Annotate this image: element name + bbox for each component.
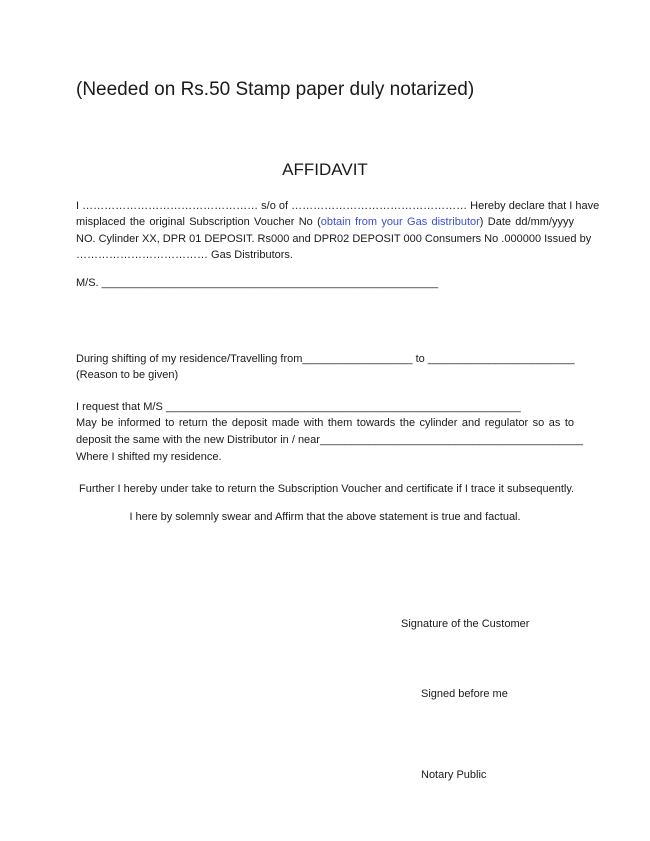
declaration-line-2-start: misplaced the original Subscription Voucher No ( (76, 216, 321, 228)
request-line-1: I request that M/S __________________________________________________________ (76, 401, 521, 413)
undertaking-line: Further I hereby under take to return the Subscription Voucher and certificate if I trace it subsequently. (79, 483, 575, 495)
request-line-4: Where I shifted my residence. (76, 451, 222, 463)
ms-line: M/S. _______________________________________________________ (76, 277, 439, 289)
shifting-line: During shifting of my residence/Travelling from__________________ to ________________________ (76, 353, 575, 365)
swear-line: I here by solemnly swear and Affirm that the above statement is true and factual. (129, 511, 521, 523)
declaration-line-2 (76, 214, 574, 230)
signed-before-label: Signed before me (421, 688, 508, 700)
gas-distributor-hint: obtain from your Gas distributor (320, 216, 480, 228)
customer-signature-label: Signature of the Customer (401, 618, 530, 630)
declaration-line-4: ……………………………… Gas Distributors. (76, 249, 293, 261)
request-line-3: deposit the same with the new Distributor in / near___________________________________________ (76, 434, 584, 446)
declaration-line-1: I ………………………………………… s/o of ………………………………………… Hereby declare that I have (76, 200, 600, 212)
reason-note: (Reason to be given) (76, 369, 179, 381)
notary-public-label: Notary Public (421, 769, 487, 781)
request-line-2: May be informed to return the deposit made with them towards the cylinder and regulator so as to (76, 417, 574, 429)
stamp-paper-note: (Needed on Rs.50 Stamp paper duly notarized) (76, 79, 475, 100)
declaration-line-2-end: ) Date dd/mm/yyyy (479, 216, 574, 228)
document-title: AFFIDAVIT (282, 160, 368, 179)
declaration-line-3: NO. Cylinder XX, DPR 01 DEPOSIT. Rs000 and DPR02 DEPOSIT 000 Consumers No .000000 Issued by (76, 233, 592, 245)
